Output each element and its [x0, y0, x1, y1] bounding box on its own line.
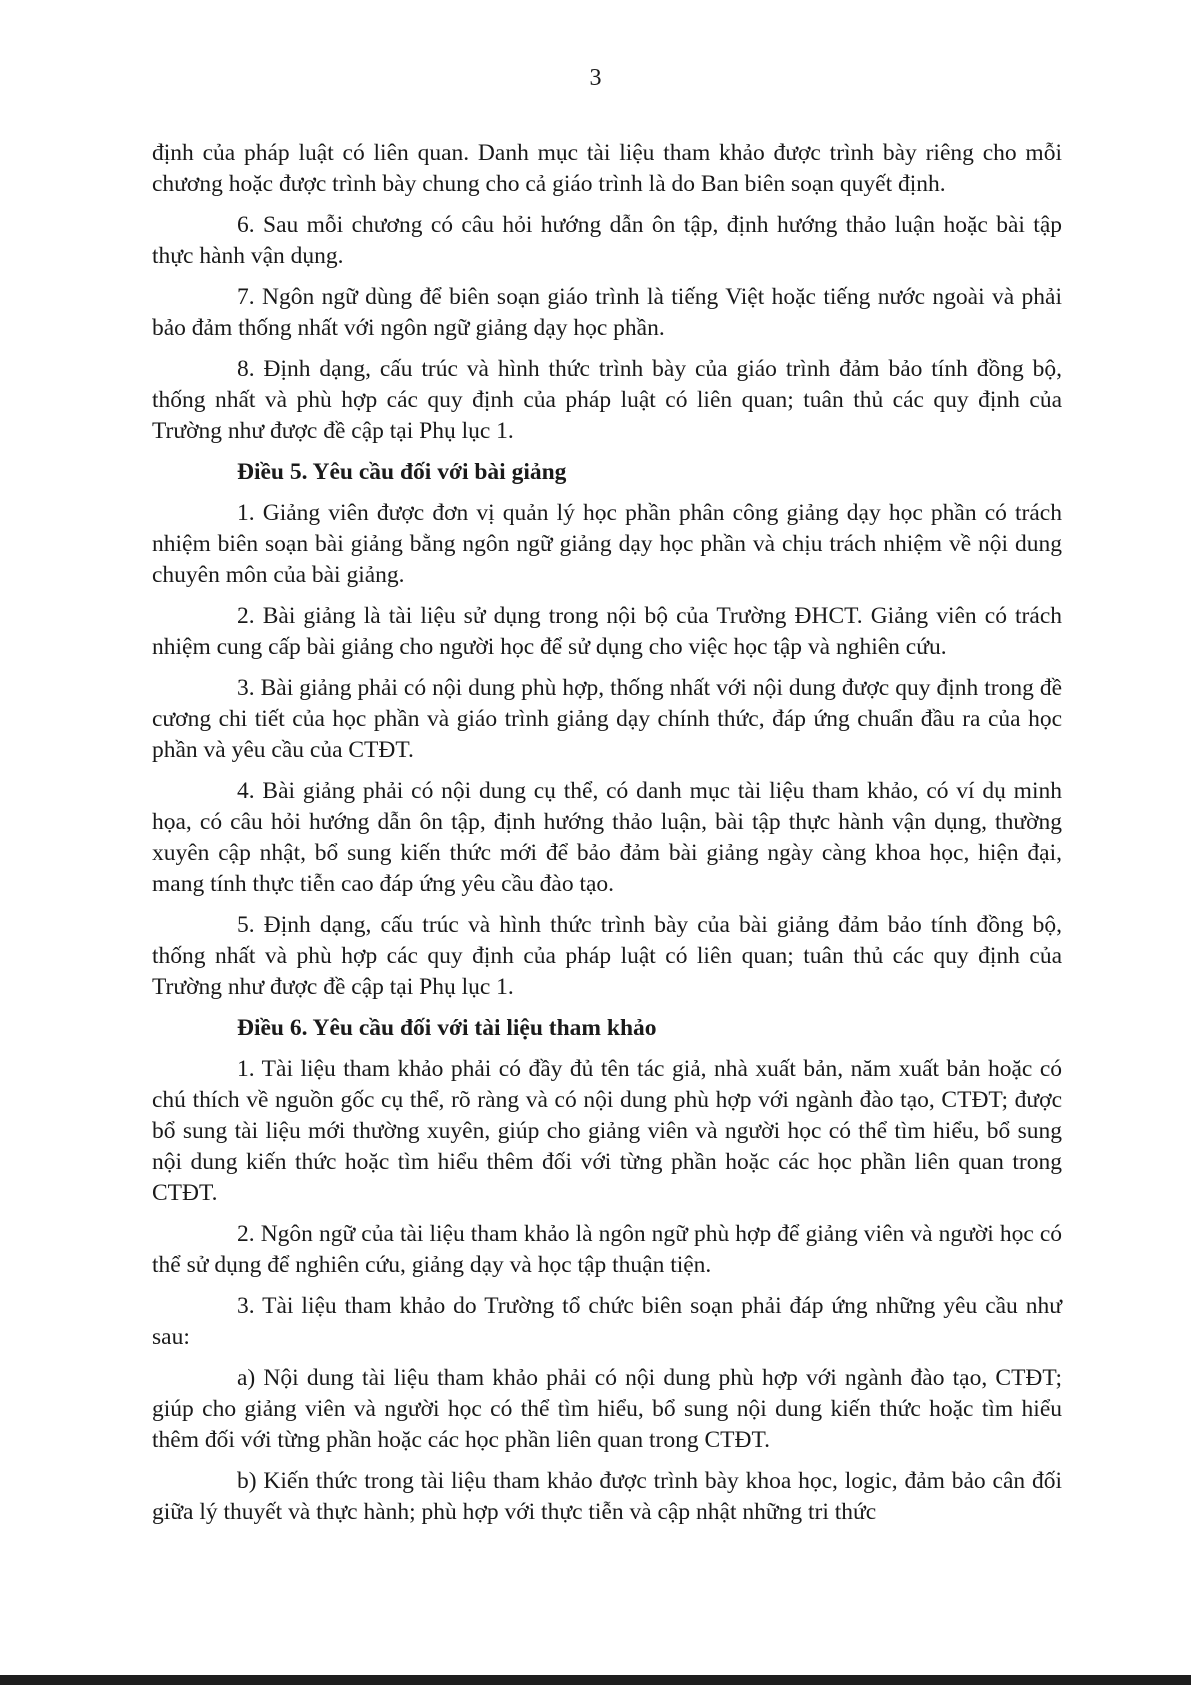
article-5-item-1: 1. Giảng viên được đơn vị quản lý học phần phân công giảng dạy học phần có trách nhiệm biên soạn bài giảng bằng ngôn ngữ giảng dạy học phần và chịu trách nhiệm về nội dung chuyên môn của bài giảng. [152, 500, 1062, 588]
paragraph-item-7: 7. Ngôn ngữ dùng để biên soạn giáo trình là tiếng Việt hoặc tiếng nước ngoài và phải bảo đảm thống nhất với ngôn ngữ giảng dạy học phần. [152, 284, 1062, 341]
paragraph-item-8: 8. Định dạng, cấu trúc và hình thức trình bày của giáo trình đảm bảo tính đồng bộ, thống nhất và phù hợp các quy định của pháp luật có liên quan; tuân thủ các quy định của Trường như được đề cập tại Phụ lục 1. [152, 356, 1062, 444]
article-5-item-2: 2. Bài giảng là tài liệu sử dụng trong nội bộ của Trường ĐHCT. Giảng viên có trách nhiệm cung cấp bài giảng cho người học để sử dụng cho việc học tập và nghiên cứu. [152, 603, 1062, 660]
paragraph-item-6: 6. Sau mỗi chương có câu hỏi hướng dẫn ôn tập, định hướng thảo luận hoặc bài tập thực hành vận dụng. [152, 212, 1062, 269]
article-6-item-3a: a) Nội dung tài liệu tham khảo phải có nội dung phù hợp với ngành đào tạo, CTĐT; giúp cho giảng viên và người học có thể tìm hiểu, bổ sung nội dung kiến thức hoặc tìm hiểu thêm đối với từng phần hoặc các học phần liên quan trong CTĐT. [152, 1365, 1062, 1453]
paragraph-continuation: định của pháp luật có liên quan. Danh mục tài liệu tham khảo được trình bày riêng cho mỗi chương hoặc được trình bày chung cho cả giáo trình là do Ban biên soạn quyết định. [152, 140, 1062, 197]
article-6-item-3b: b) Kiến thức trong tài liệu tham khảo được trình bày khoa học, logic, đảm bảo cân đối giữa lý thuyết và thực hành; phù hợp với thực tiễn và cập nhật những tri thức [152, 1468, 1062, 1525]
article-6-item-1: 1. Tài liệu tham khảo phải có đầy đủ tên tác giả, nhà xuất bản, năm xuất bản hoặc có chú thích về nguồn gốc cụ thể, rõ ràng và có nội dung phù hợp với ngành đào tạo, CTĐT; được bổ sung tài liệu mới thường xuyên, giúp cho giảng viên và người học có thể tìm hiểu, bổ sung nội dung kiến thức hoặc tìm hiểu thêm đối với từng phần hoặc các học phần liên quan trong CTĐT. [152, 1056, 1062, 1206]
scan-bottom-edge [0, 1675, 1191, 1685]
article-5-heading: Điều 5. Yêu cầu đối với bài giảng [237, 459, 567, 485]
article-5-item-3: 3. Bài giảng phải có nội dung phù hợp, thống nhất với nội dung được quy định trong đề cương chi tiết của học phần và giáo trình giảng dạy chính thức, đáp ứng chuẩn đầu ra của học phần và yêu cầu của CTĐT. [152, 675, 1062, 763]
article-5-item-4: 4. Bài giảng phải có nội dung cụ thể, có danh mục tài liệu tham khảo, có ví dụ minh họa, có câu hỏi hướng dẫn ôn tập, định hướng thảo luận, bài tập thực hành vận dụng, thường xuyên cập nhật, bổ sung kiến thức mới để bảo đảm bài giảng ngày càng khoa học, hiện đại, mang tính thực tiễn cao đáp ứng yêu cầu đào tạo. [152, 778, 1062, 897]
page-number: 3 [589, 65, 602, 91]
article-5-item-5: 5. Định dạng, cấu trúc và hình thức trình bày của bài giảng đảm bảo tính đồng bộ, thống nhất và phù hợp các quy định của pháp luật có liên quan; tuân thủ các quy định của Trường như được đề cập tại Phụ lục 1. [152, 912, 1062, 1000]
article-6-heading: Điều 6. Yêu cầu đối với tài liệu tham khảo [237, 1015, 657, 1041]
article-6-item-3: 3. Tài liệu tham khảo do Trường tổ chức biên soạn phải đáp ứng những yêu cầu như sau: [152, 1293, 1062, 1350]
document-body [152, 138, 1062, 1538]
article-6-item-2: 2. Ngôn ngữ của tài liệu tham khảo là ngôn ngữ phù hợp để giảng viên và người học có thể sử dụng để nghiên cứu, giảng dạy và học tập thuận tiện. [152, 1221, 1062, 1278]
